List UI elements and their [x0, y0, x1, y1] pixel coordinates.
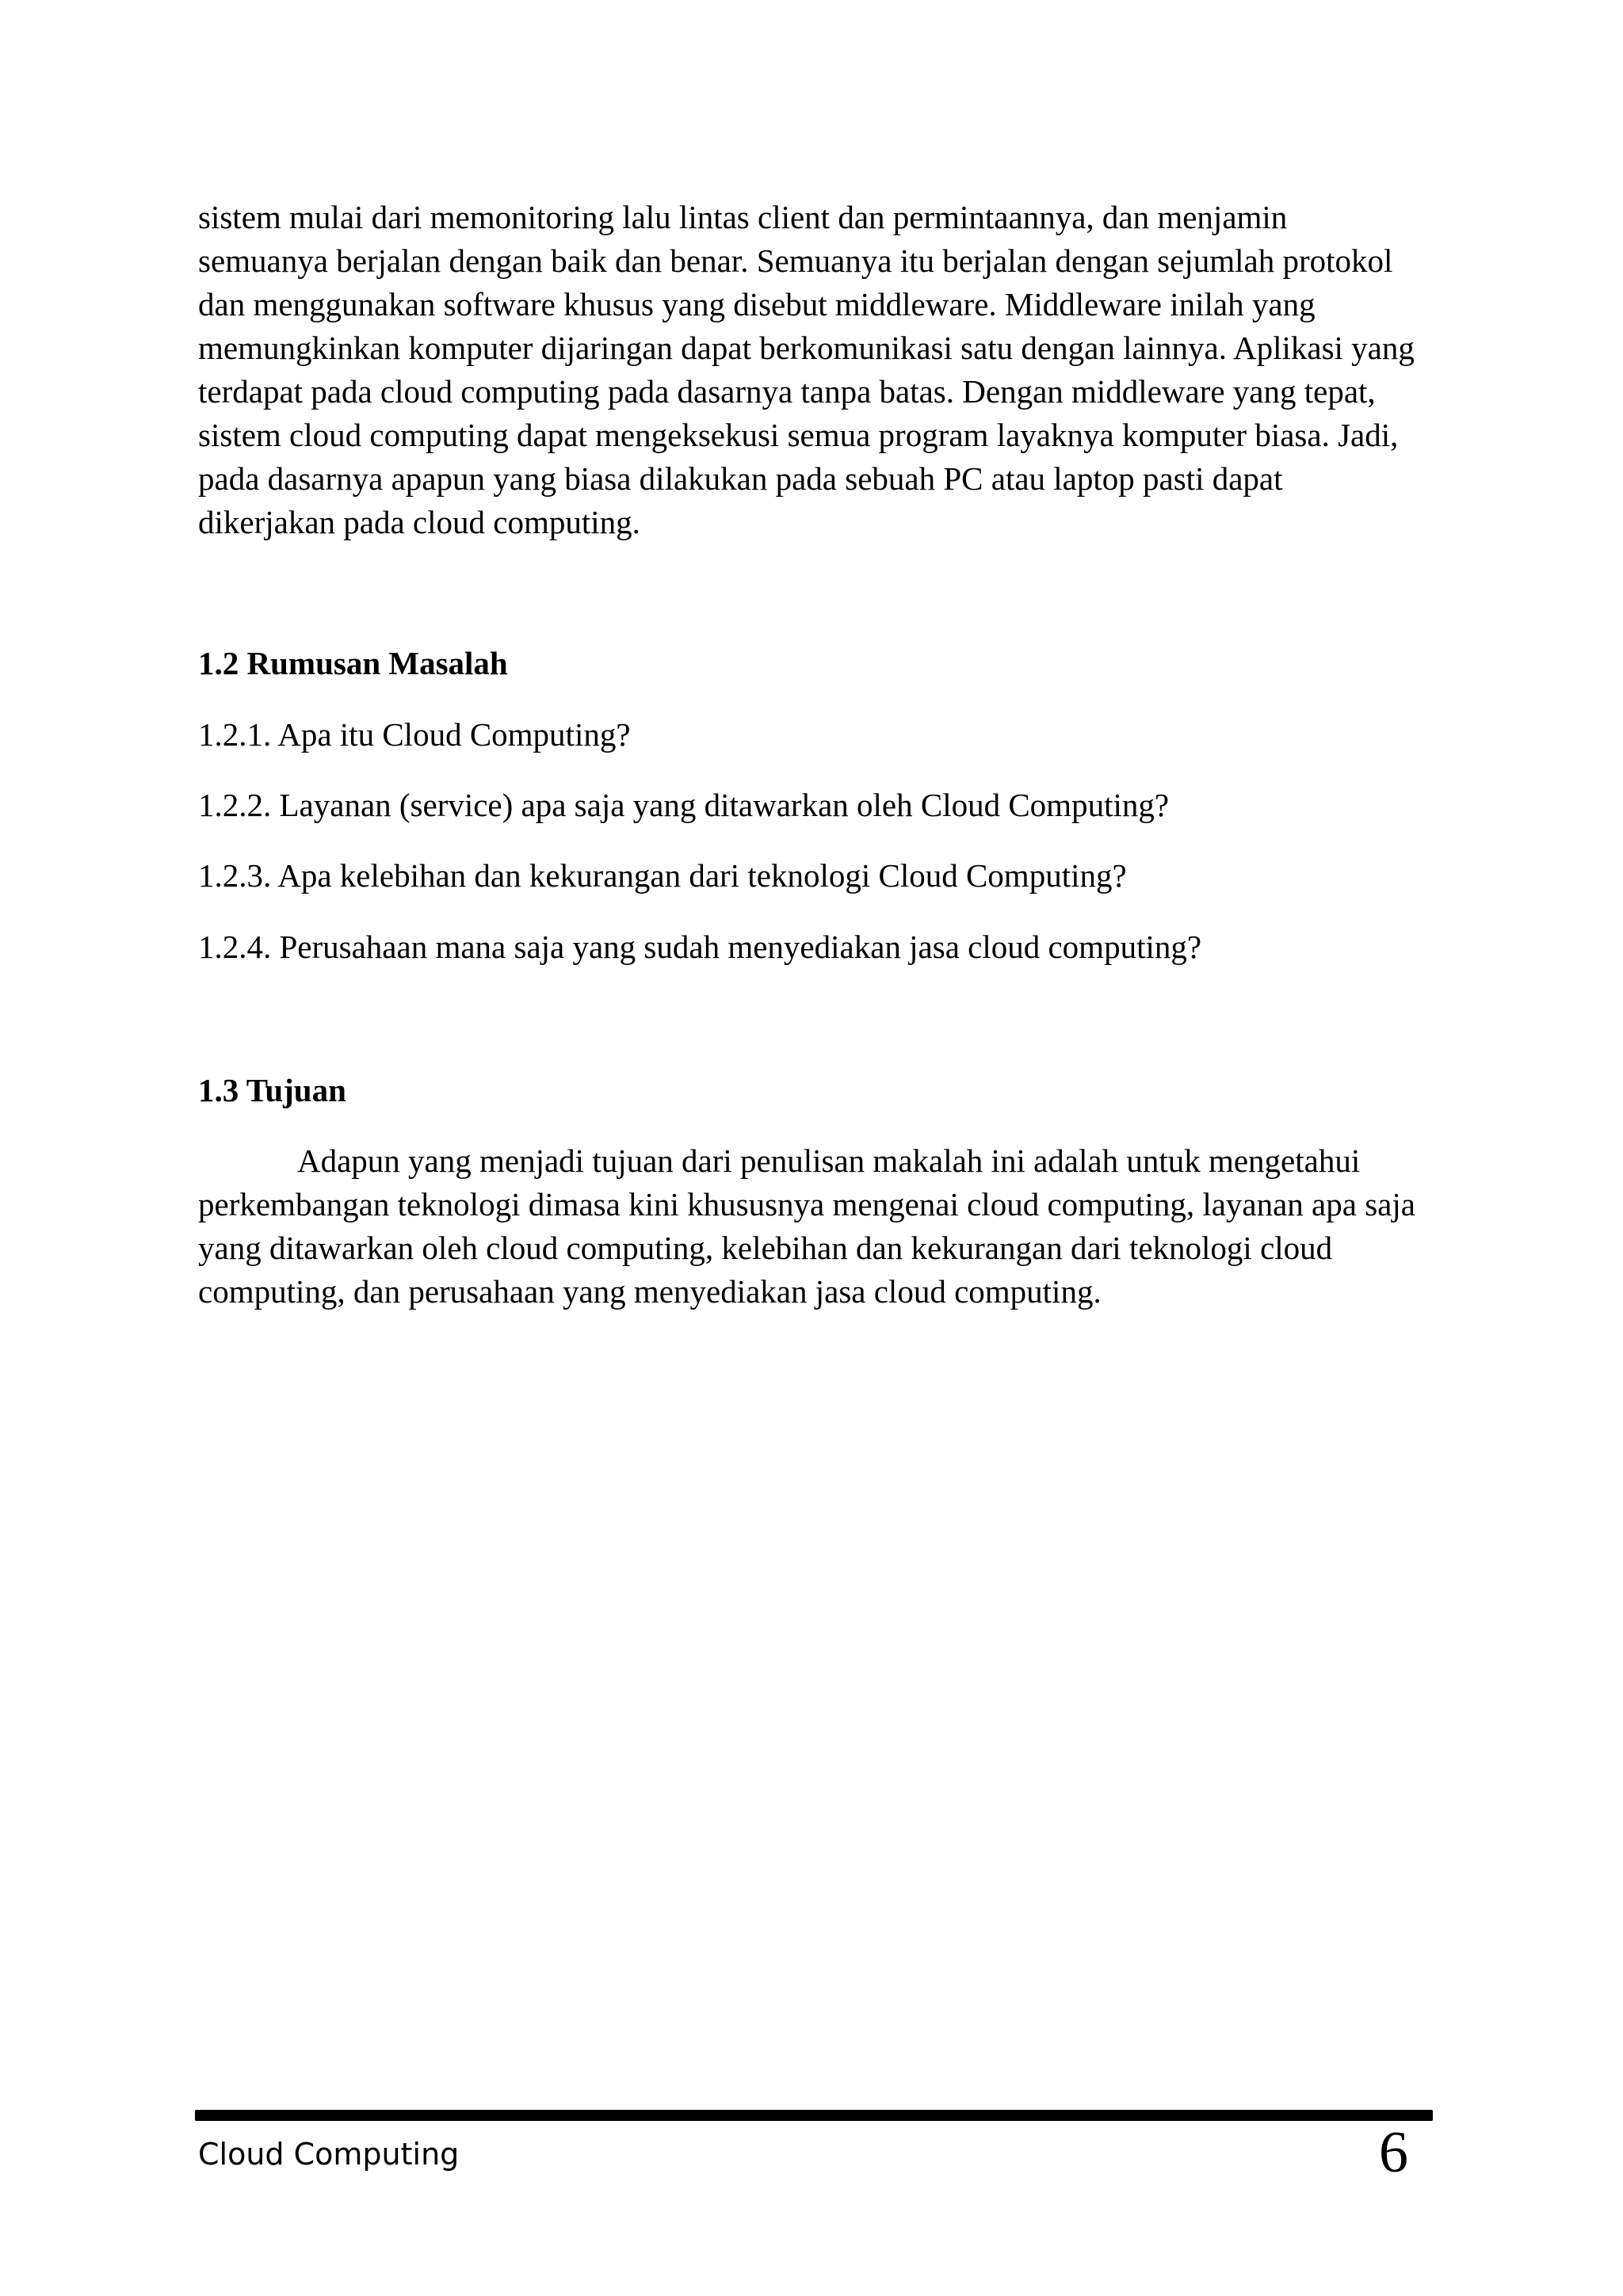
- intro-paragraph: [198, 196, 1442, 544]
- footer-divider: [195, 2110, 1433, 2121]
- paragraph-line: computing, dan perusahaan yang menyediakan jasa cloud computing.: [198, 1273, 1102, 1310]
- paragraph-line: yang ditawarkan oleh cloud computing, kelebihan dan kekurangan dari teknologi cloud: [198, 1230, 1333, 1266]
- list-item: 1.2.2. Layanan (service) apa saja yang ditawarkan oleh Cloud Computing?: [198, 787, 1170, 823]
- paragraph-line: sistem cloud computing dapat mengeksekusi semua program layaknya komputer biasa. Jadi,: [198, 417, 1399, 453]
- tujuan-paragraph: [198, 1139, 1442, 1314]
- paragraph-line: terdapat pada cloud computing pada dasarnya tanpa batas. Dengan middleware yang tepat,: [198, 373, 1376, 410]
- paragraph-line: pada dasarnya apapun yang biasa dilakukan pada sebuah PC atau laptop pasti dapat: [198, 460, 1283, 497]
- footer-title: Cloud Computing: [198, 2137, 460, 2172]
- list-item: 1.2.3. Apa kelebihan dan kekurangan dari teknologi Cloud Computing?: [198, 857, 1127, 894]
- list-item: 1.2.1. Apa itu Cloud Computing?: [198, 716, 631, 753]
- paragraph-line: dan menggunakan software khusus yang disebut middleware. Middleware inilah yang: [198, 286, 1316, 322]
- paragraph-line: semuanya berjalan dengan baik dan benar. Semuanya itu berjalan dengan sejumlah protokol: [198, 242, 1393, 279]
- page-number: 6: [1379, 2120, 1408, 2185]
- paragraph-line: sistem mulai dari memonitoring lalu lintas client dan permintaannya, dan menjamin: [198, 199, 1288, 235]
- paragraph-line: memungkinkan komputer dijaringan dapat berkomunikasi satu dengan lainnya. Aplikasi yang: [198, 330, 1415, 366]
- paragraph-line: dikerjakan pada cloud computing.: [198, 504, 640, 540]
- paragraph-line: perkembangan teknologi dimasa kini khususnya mengenai cloud computing, layanan apa saja: [198, 1186, 1415, 1222]
- paragraph-line: Adapun yang menjadi tujuan dari penulisan makalah ini adalah untuk mengetahui: [297, 1142, 1361, 1179]
- section-heading-tujuan: 1.3 Tujuan: [198, 1072, 346, 1108]
- section-heading-rumusan-masalah: 1.2 Rumusan Masalah: [198, 645, 508, 681]
- list-item: 1.2.4. Perusahaan mana saja yang sudah menyediakan jasa cloud computing?: [198, 929, 1202, 965]
